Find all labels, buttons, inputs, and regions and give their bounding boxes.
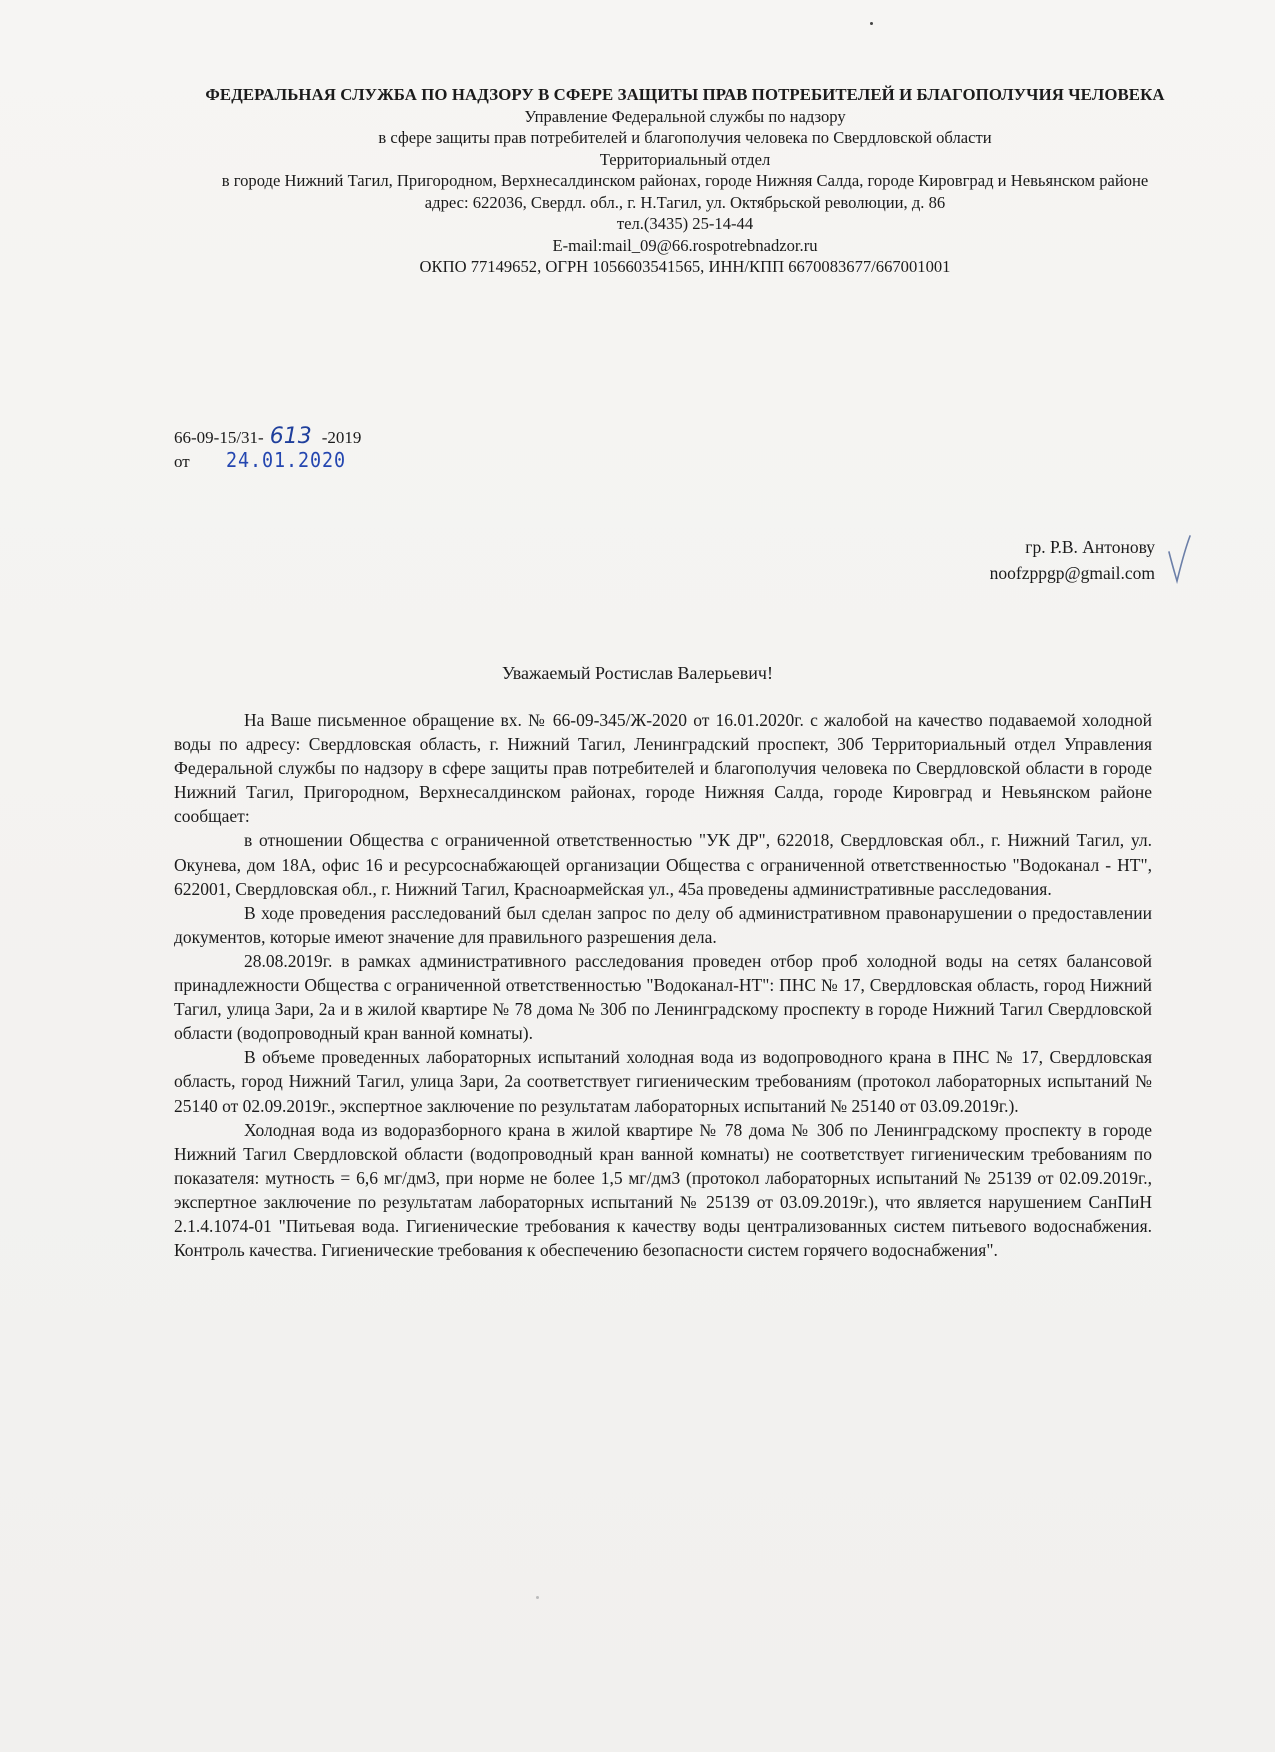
paragraph-3: В ходе проведения расследований был сделан запрос по делу об административном правонарушении о предоставлении документов, которые имеют значение для правильного разрешения дела. [174,902,1152,947]
department-line-3: Территориальный отдел [599,149,771,169]
addressee-email: noofzppgp@gmail.com [989,563,1155,583]
addressee-block [990,534,1155,586]
handwritten-number: 613 [269,424,312,449]
scan-speck [536,1596,539,1599]
paragraph-6: Холодная вода из водоразборного крана в жилой квартире № 78 дома № 30б по Ленинградскому проспекту в городе Нижний Тагил Свердловской области (водопроводный кран ванной комнаты) не соответствует гигиеническим требованиям по показателя: мутность = 6,6 мг/дм3, при норме не более 1,5 мг/дм3 (протокол лабораторных испытаний № 25139 от 02.09.2019г., экспертное заключение по результатам лабораторных испытаний № 25139 от 03.09.2019г.), что является нарушением СанПиН 2.1.4.1074-01 "Питьевая вода. Гигиенические требования к качеству воды централизованных систем питьевого водоснабжения. Контроль качества. Гигиенические требования к обеспечению безопасности систем горячего водоснабжения". [174,1119,1152,1261]
paragraph-4: 28.08.2019г. в рамках административного расследования проведен отбор проб холодной воды на сетях балансовой принадлежности Общества с ограниченной ответственностью "Водоканал-НТ": ПНС № 17, Свердловская область, город Нижний Тагил, улица Зари, 2а и в жилой квартире № 78 дома № 30б по Ленинградскому проспекту в городе Нижний Тагил Свердловской области (водопроводный кран ванной комнаты). [174,950,1152,1044]
address: адрес: 622036, Свердл. обл., г. Н.Тагил, ул. Октябрьской революции, д. 86 [424,192,946,212]
handwritten-check-icon [1166,534,1192,584]
reference-suffix: -2019 [321,428,362,447]
stamped-date: 24.01.2020 [225,448,346,472]
letter-body [174,708,1152,1262]
paragraph-5: В объеме проведенных лабораторных испытаний холодная вода из водопроводного крана в ПНС № 17, Свердловская область, город Нижний Тагил, улица Зари, 2а соответствует гигиеническим требованиям (протокол лабораторных испытаний № 25140 от 02.09.2019г., экспертное заключение по результатам лабораторных испытаний № 25140 от 03.09.2019г.). [174,1047,1152,1116]
paragraph-2: в отношении Общества с ограниченной ответственностью "УК ДР", 622018, Свердловская обл., г. Нижний Тагил, ул. Окунева, дом 18А, офис 16 и ресурсоснабжающей организации Общества с ограниченной ответственностью "Водоканал - НТ", 622001, Свердловская обл., г. Нижний Тагил, Красноармейская ул., 45а проведены административные расследования. [174,830,1152,899]
agency-name: ФЕДЕРАЛЬНАЯ СЛУЖБА ПО НАДЗОРУ В СФЕРЕ ЗАЩИТЫ ПРАВ ПОТРЕБИТЕЛЕЙ И БЛАГОПОЛУЧИЯ ЧЕЛОВЕКА [205,85,1165,104]
reference-prefix: 66-09-15/31- [174,428,264,447]
department-line-2: в сфере защиты прав потребителей и благополучия человека по Свердловской области [378,128,992,147]
paragraph-1: На Ваше письменное обращение вх. № 66-09-345/Ж-2020 от 16.01.2020г. с жалобой на качество подаваемой холодной воды по адресу: Свердловская область, г. Нижний Тагил, Ленинградский проспект, 30б Территориальный отдел Управления Федеральной службы по надзору в сфере защиты прав потребителей и благополучия человека по Свердловской области в городе Нижний Тагил, Пригородном, Верхнесалдинском районах, городе Нижняя Салда, городе Кировград и Невьянском районе сообщает: [174,710,1152,827]
outgoing-reference [174,425,361,473]
addressee-name: гр. Р.В. Антонову [1025,537,1155,557]
department-line-4: в городе Нижний Тагил, Пригородном, Верхнесалдинском районах, городе Нижняя Салда, городе Кировград и Невьянском районе [221,171,1149,190]
letterhead [160,84,1210,278]
registration-codes: ОКПО 77149652, ОГРН 1056603541565, ИНН/КПП 6670083677/667001001 [419,257,951,276]
email: E-mail:mail_09@66.rospotrebnadzor.ru [552,235,818,255]
department-line-1: Управление Федеральной службы по надзору [524,106,846,126]
date-label: от [174,452,190,471]
salutation: Уважаемый Ростислав Валерьевич! [502,663,773,683]
scan-speck [870,22,873,25]
phone: тел.(3435) 25-14-44 [616,214,754,233]
